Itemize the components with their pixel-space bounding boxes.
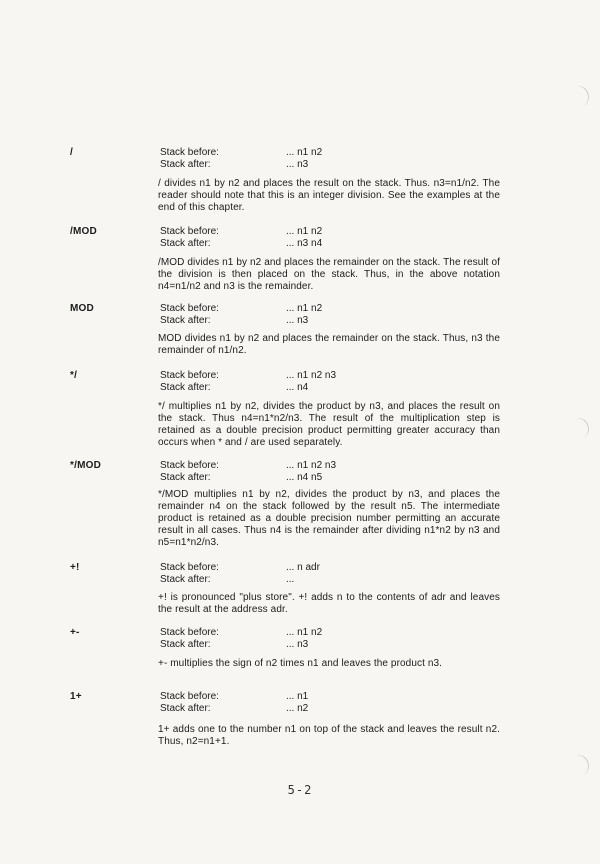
word-name: 1+ <box>70 691 82 702</box>
stack-before-value: ... n1 <box>286 691 309 702</box>
word-description: */ multiplies n1 by n2, divides the product by n3, and places the result on the stack. Thus n4=n1*n2/n3. The result of the multiplication step is retained as a double precision product permitting greater accuracy than occurs when * and / are used separately. <box>158 401 500 448</box>
stack-before-value: ... n1 n2 n3 <box>286 370 337 381</box>
stack-after-value: ... n3 n4 <box>286 238 323 249</box>
stack-after-value: ... n3 <box>286 639 309 650</box>
stack-before-label: Stack before: <box>160 691 219 702</box>
word-description: 1+ adds one to the number n1 on top of the stack and leaves the result n2. Thus, n2=n1+1. <box>158 724 500 747</box>
word-description: */MOD multiplies n1 by n2, divides the product by n3, and places the remainder n4 on the stack followed by the result n5. The intermediate product is retained as a double precision number permitting an accurate result in all cases. Thus n4 is the remainder after dividing n1*n2 by n3 and n5=n1*n2/n3. <box>158 489 500 548</box>
word-description: +! is pronounced "plus store". +! adds n to the contents of adr and leaves the result at the address adr. <box>158 592 500 615</box>
word-description: +- multiplies the sign of n2 times n1 and leaves the product n3. <box>158 658 443 669</box>
stack-before-label: Stack before: <box>160 303 219 314</box>
stack-after-label: Stack after: <box>160 574 211 585</box>
word-name: */ <box>70 370 78 381</box>
word-name: /MOD <box>70 226 97 237</box>
stack-before-value: ... n1 n2 <box>286 627 323 638</box>
stack-before-label: Stack before: <box>160 147 219 158</box>
stack-after-label: Stack after: <box>160 238 211 249</box>
word-description: / divides n1 by n2 and places the result on the stack. Thus. n3=n1/n2. The reader should note that this is an integer division. See the examples at the end of this chapter. <box>158 178 500 213</box>
stack-after-value: ... n3 <box>286 159 309 170</box>
stack-before-value: ... n1 n2 <box>286 226 323 237</box>
word-name: +- <box>70 627 80 638</box>
word-description: MOD divides n1 by n2 and places the remainder on the stack. Thus, n3 the remainder of n1/n2. <box>158 333 500 356</box>
stack-before-label: Stack before: <box>160 370 219 381</box>
stack-after-label: Stack after: <box>160 382 211 393</box>
stack-before-value: ... n1 n2 <box>286 303 323 314</box>
stack-after-label: Stack after: <box>160 472 211 483</box>
stack-before-label: Stack before: <box>160 562 219 573</box>
word-name: */MOD <box>70 460 101 471</box>
stack-after-value: ... <box>286 574 295 585</box>
stack-after-value: ... n4 n5 <box>286 472 323 483</box>
word-name: +! <box>70 562 80 573</box>
word-name: MOD <box>70 303 94 314</box>
binder-hole-mark <box>563 83 592 112</box>
word-description: /MOD divides n1 by n2 and places the remainder on the stack. The result of the division is then placed on the stack. Thus, in the above notation n4=n1/n2 and n3 is the remainder. <box>158 257 500 292</box>
page-number: 5-2 <box>287 783 313 797</box>
stack-after-label: Stack after: <box>160 639 211 650</box>
stack-after-label: Stack after: <box>160 159 211 170</box>
stack-after-value: ... n2 <box>286 703 309 714</box>
stack-after-label: Stack after: <box>160 703 211 714</box>
binder-hole-mark <box>563 752 592 781</box>
stack-before-value: ... n1 n2 n3 <box>286 460 337 471</box>
stack-before-value: ... n1 n2 <box>286 147 323 158</box>
stack-before-label: Stack before: <box>160 460 219 471</box>
stack-before-label: Stack before: <box>160 226 219 237</box>
binder-hole-mark <box>563 415 592 444</box>
stack-after-value: ... n4 <box>286 382 309 393</box>
word-name: / <box>70 147 73 158</box>
stack-after-value: ... n3 <box>286 315 309 326</box>
stack-before-value: ... n adr <box>286 562 320 573</box>
stack-after-label: Stack after: <box>160 315 211 326</box>
stack-before-label: Stack before: <box>160 627 219 638</box>
